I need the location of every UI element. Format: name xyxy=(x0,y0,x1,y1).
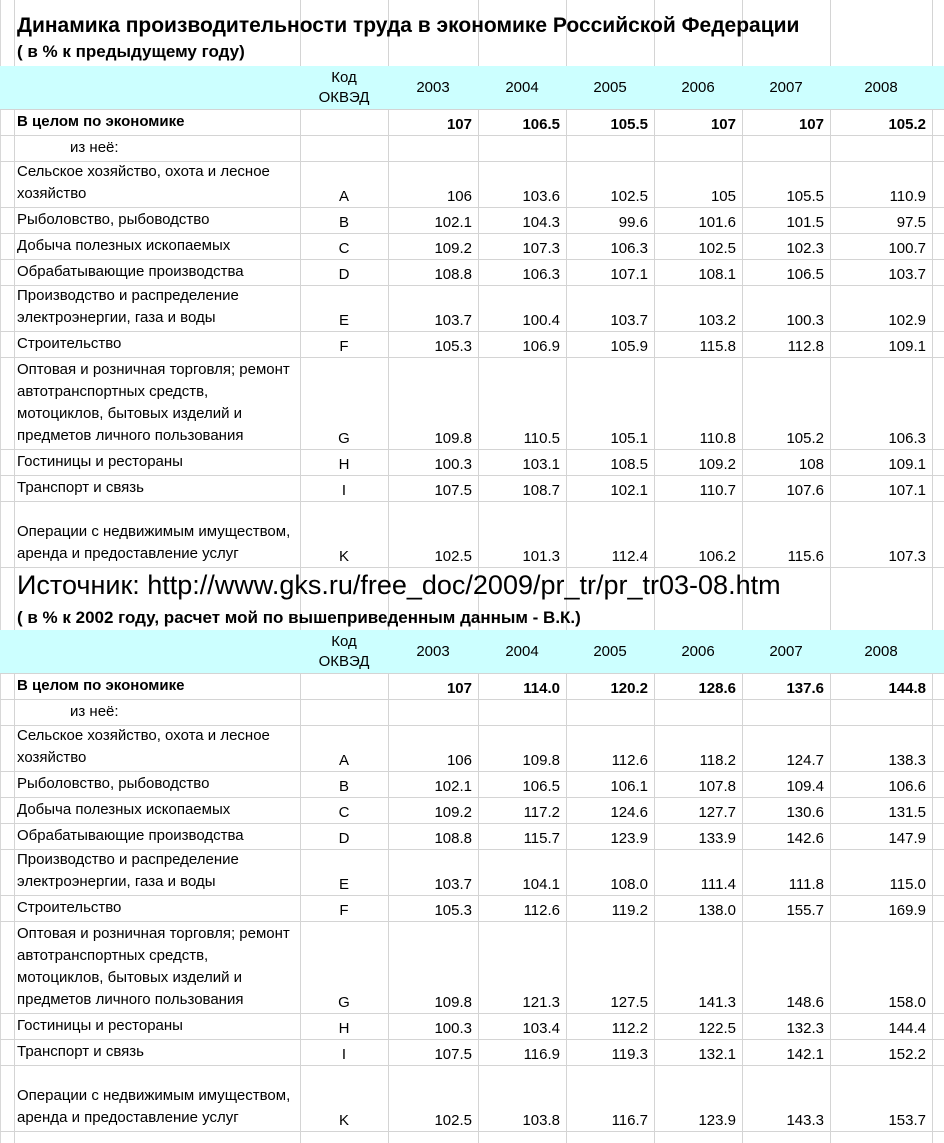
row-label[interactable]: Гостиницы и рестораны xyxy=(17,1017,183,1034)
row-value[interactable]: 108.8 xyxy=(434,830,472,847)
row-value[interactable]: 106.5 xyxy=(786,266,824,283)
row-value[interactable]: 108.7 xyxy=(522,482,560,499)
row-value[interactable]: 102.1 xyxy=(610,482,648,499)
header-year-2003[interactable]: 2003 xyxy=(416,643,450,660)
row-value[interactable]: 105.3 xyxy=(434,338,472,355)
table-row xyxy=(0,358,944,450)
row-value[interactable]: 141.3 xyxy=(698,994,736,1011)
row-value[interactable]: 104.3 xyxy=(522,214,560,231)
row-value[interactable]: 132.3 xyxy=(786,1020,824,1037)
row-value[interactable]: 111.8 xyxy=(788,876,824,893)
total-label[interactable]: В целом по экономике xyxy=(17,113,185,130)
row-value[interactable]: 124.6 xyxy=(610,804,648,821)
table-row xyxy=(0,234,944,260)
row-value[interactable]: 99.6 xyxy=(618,214,648,231)
row-value[interactable]: 119.2 xyxy=(611,902,648,919)
total-value[interactable]: 107 xyxy=(798,116,824,133)
row-value[interactable]: 127.7 xyxy=(698,804,736,821)
header-year-2003[interactable]: 2003 xyxy=(416,79,450,96)
header-year-2007[interactable]: 2007 xyxy=(769,643,803,660)
row-value[interactable]: 109.4 xyxy=(786,778,824,795)
row-label[interactable]: Операции с недвижимым имуществом, аренда и предоставление услуг xyxy=(17,523,291,562)
header-year-2008[interactable]: 2008 xyxy=(864,79,898,96)
row-value[interactable]: 133.9 xyxy=(698,830,736,847)
subtitle-base-2002: ( в % к 2002 году, расчет мой по вышеприведенным данным - В.К.) xyxy=(17,608,581,627)
total-code[interactable] xyxy=(300,110,388,135)
row-value[interactable]: 105.3 xyxy=(434,902,472,919)
header-code-cell[interactable]: Код ОКВЭД xyxy=(318,632,370,670)
row-value[interactable]: 112.6 xyxy=(523,902,560,919)
row-value[interactable]: 153.7 xyxy=(888,1112,926,1129)
row-value[interactable]: 100.3 xyxy=(434,456,472,473)
total-code[interactable] xyxy=(300,674,388,699)
row-value[interactable]: 107.8 xyxy=(698,778,736,795)
table-row xyxy=(0,896,944,922)
total-value[interactable]: 114.0 xyxy=(523,680,560,697)
sub-label-row xyxy=(0,700,944,726)
row-value[interactable]: 158.0 xyxy=(888,994,926,1011)
row-value[interactable]: 115.8 xyxy=(699,338,736,355)
page-title: Динамика производительности труда в экономике Российской Федерации xyxy=(17,14,800,37)
row-value[interactable]: 100.3 xyxy=(434,1020,472,1037)
row-label[interactable]: Операции с недвижимым имуществом, аренда и предоставление услуг xyxy=(17,1087,291,1126)
row-value[interactable]: 130.6 xyxy=(786,804,824,821)
row-value[interactable]: 103.6 xyxy=(522,188,560,205)
subtitle-previous-year: ( в % к предыдущему году) xyxy=(17,42,245,61)
row-value[interactable]: 138.3 xyxy=(888,752,926,769)
table-row xyxy=(0,450,944,476)
row-label[interactable]: Оптовая и розничная торговля; ремонт автотранспортных средств, мотоциклов, бытовых изделий и предметов личного пользования xyxy=(17,925,290,1008)
row-value[interactable]: 116.7 xyxy=(611,1112,648,1129)
total-label[interactable]: В целом по экономике xyxy=(17,677,185,694)
row-value[interactable]: 107.1 xyxy=(888,482,926,499)
table-header-row xyxy=(0,66,944,110)
row-value[interactable]: 155.7 xyxy=(786,902,824,919)
row-label[interactable]: Добыча полезных ископаемых xyxy=(17,237,231,254)
row-value[interactable]: 142.1 xyxy=(786,1046,824,1063)
row-value[interactable]: 101.6 xyxy=(698,214,736,231)
row-code[interactable]: E xyxy=(338,876,349,893)
total-value[interactable]: 107 xyxy=(446,116,472,133)
total-value[interactable]: 144.8 xyxy=(888,680,926,697)
total-row xyxy=(0,674,944,700)
header-year-2006[interactable]: 2006 xyxy=(681,79,715,96)
row-code[interactable]: F xyxy=(339,902,349,919)
row-label[interactable]: Рыболовство, рыбоводство xyxy=(17,211,210,228)
row-value[interactable]: 105.5 xyxy=(786,188,824,205)
row-value[interactable]: 103.7 xyxy=(434,312,472,329)
row-value[interactable]: 105.2 xyxy=(786,430,824,447)
row-label[interactable]: Сельское хозяйство, охота и лесное хозяйство xyxy=(17,163,270,202)
header-year-2004[interactable]: 2004 xyxy=(505,79,539,96)
row-label[interactable]: Строительство xyxy=(17,899,122,916)
row-value[interactable]: 109.8 xyxy=(434,994,472,1011)
row-value[interactable]: 102.1 xyxy=(434,214,472,231)
total-row xyxy=(0,110,944,136)
row-value[interactable]: 102.5 xyxy=(434,548,472,565)
row-value[interactable]: 116.9 xyxy=(523,1046,560,1063)
row-value[interactable]: 112.6 xyxy=(611,752,648,769)
table-row xyxy=(0,502,944,568)
row-value[interactable]: 100.3 xyxy=(786,312,824,329)
total-value[interactable]: 105.2 xyxy=(888,116,926,133)
total-value[interactable]: 107 xyxy=(446,680,472,697)
table-row xyxy=(0,850,944,896)
row-label[interactable]: Производство и распределение электроэнергии, газа и воды xyxy=(17,851,239,890)
row-value[interactable]: 143.3 xyxy=(786,1112,824,1129)
row-value[interactable]: 102.5 xyxy=(434,1112,472,1129)
row-value[interactable]: 106.5 xyxy=(522,778,560,795)
row-value[interactable]: 103.4 xyxy=(522,1020,560,1037)
row-value[interactable]: 108 xyxy=(798,456,824,473)
row-value[interactable]: 106.2 xyxy=(698,548,736,565)
table-row xyxy=(0,1014,944,1040)
row-value[interactable]: 152.2 xyxy=(888,1046,926,1063)
row-label[interactable]: Сельское хозяйство, охота и лесное хозяйство xyxy=(17,727,270,766)
sub-label[interactable]: из неё: xyxy=(70,139,119,156)
row-code[interactable]: K xyxy=(338,1112,349,1129)
row-value[interactable]: 108.1 xyxy=(698,266,736,283)
row-code[interactable]: G xyxy=(338,430,350,447)
row-label[interactable]: Транспорт и связь xyxy=(17,1043,144,1060)
row-value[interactable]: 110.8 xyxy=(699,430,736,447)
row-value[interactable]: 102.5 xyxy=(610,188,648,205)
row-value[interactable]: 103.7 xyxy=(434,876,472,893)
table-row xyxy=(0,208,944,234)
row-value[interactable]: 105.9 xyxy=(610,338,648,355)
row-label[interactable]: Обрабатывающие производства xyxy=(17,827,244,844)
row-value[interactable]: 102.1 xyxy=(434,778,472,795)
total-value[interactable]: 128.6 xyxy=(698,680,736,697)
row-value[interactable]: 111.4 xyxy=(700,876,736,893)
row-value[interactable]: 110.7 xyxy=(699,482,736,499)
table-row xyxy=(0,824,944,850)
row-value[interactable]: 118.2 xyxy=(699,752,736,769)
header-label-cell[interactable] xyxy=(14,630,300,673)
row-code[interactable]: D xyxy=(338,266,350,283)
row-value[interactable]: 105.1 xyxy=(610,430,648,447)
total-value[interactable]: 105.5 xyxy=(610,116,648,133)
row-code[interactable]: B xyxy=(338,214,349,231)
header-code-cell[interactable]: Код ОКВЭД xyxy=(318,68,370,106)
row-value[interactable]: 107.3 xyxy=(522,240,560,257)
row-value[interactable]: 106 xyxy=(446,752,472,769)
row-value[interactable]: 138.0 xyxy=(698,902,736,919)
table-row xyxy=(0,772,944,798)
row-value[interactable]: 112.2 xyxy=(611,1020,648,1037)
row-value[interactable]: 106.6 xyxy=(888,778,926,795)
header-year-2004[interactable]: 2004 xyxy=(505,643,539,660)
row-value[interactable]: 106.3 xyxy=(610,240,648,257)
row-label[interactable]: Строительство xyxy=(17,335,122,352)
row-value[interactable]: 109.2 xyxy=(434,240,472,257)
row-code[interactable]: A xyxy=(338,188,349,205)
row-value[interactable]: 110.5 xyxy=(523,430,560,447)
row-code[interactable]: K xyxy=(338,548,349,565)
row-label[interactable]: Гостиницы и рестораны xyxy=(17,453,183,470)
row-label[interactable]: Транспорт и связь xyxy=(17,479,144,496)
table-header-row xyxy=(0,630,944,674)
row-code[interactable]: D xyxy=(338,830,350,847)
table-row xyxy=(0,1040,944,1066)
row-code[interactable]: I xyxy=(341,1046,347,1063)
row-value[interactable]: 112.8 xyxy=(787,338,824,355)
row-value[interactable]: 108.5 xyxy=(610,456,648,473)
row-value[interactable]: 123.9 xyxy=(698,1112,736,1129)
total-value[interactable]: 106.5 xyxy=(522,116,560,133)
row-label[interactable]: Оптовая и розничная торговля; ремонт автотранспортных средств, мотоциклов, бытовых изделий и предметов личного пользования xyxy=(17,361,290,444)
table-row xyxy=(0,798,944,824)
header-label-cell[interactable] xyxy=(14,66,300,109)
row-value[interactable]: 106 xyxy=(446,188,472,205)
row-code[interactable]: H xyxy=(338,456,350,473)
header-year-2005[interactable]: 2005 xyxy=(593,79,627,96)
row-code[interactable]: C xyxy=(338,804,350,821)
row-value[interactable]: 117.2 xyxy=(523,804,560,821)
row-value[interactable]: 106.3 xyxy=(522,266,560,283)
row-value[interactable]: 107.1 xyxy=(610,266,648,283)
row-code[interactable]: F xyxy=(339,338,349,355)
row-value[interactable]: 124.7 xyxy=(786,752,824,769)
row-value[interactable]: 106.9 xyxy=(522,338,560,355)
row-value[interactable]: 109.8 xyxy=(434,430,472,447)
row-value[interactable]: 169.9 xyxy=(888,902,926,919)
row-value[interactable]: 102.3 xyxy=(786,240,824,257)
sub-label[interactable]: из неё: xyxy=(70,703,119,720)
row-value[interactable]: 148.6 xyxy=(786,994,824,1011)
row-code[interactable]: G xyxy=(338,994,350,1011)
row-value[interactable]: 107.6 xyxy=(786,482,824,499)
row-label[interactable]: Рыболовство, рыбоводство xyxy=(17,775,210,792)
row-value[interactable]: 127.5 xyxy=(610,994,648,1011)
row-value[interactable]: 97.5 xyxy=(896,214,926,231)
table-row xyxy=(0,162,944,208)
row-value[interactable]: 107.3 xyxy=(888,548,926,565)
row-value[interactable]: 132.1 xyxy=(698,1046,736,1063)
header-year-2008[interactable]: 2008 xyxy=(864,643,898,660)
table-row xyxy=(0,260,944,286)
row-code[interactable]: B xyxy=(338,778,349,795)
header-year-2005[interactable]: 2005 xyxy=(593,643,627,660)
table-row xyxy=(0,286,944,332)
row-value[interactable]: 107.5 xyxy=(434,1046,472,1063)
table-row xyxy=(0,332,944,358)
row-value[interactable]: 103.7 xyxy=(610,312,648,329)
row-value[interactable]: 103.2 xyxy=(698,312,736,329)
row-value[interactable]: 115.6 xyxy=(787,548,824,565)
source-link[interactable]: Источник: http://www.gks.ru/free_doc/2009/pr_tr/pr_tr03-08.htm xyxy=(17,570,781,600)
row-value[interactable]: 147.9 xyxy=(888,830,926,847)
total-value[interactable]: 137.6 xyxy=(786,680,824,697)
row-value[interactable]: 142.6 xyxy=(786,830,824,847)
row-value[interactable]: 109.2 xyxy=(434,804,472,821)
table-row xyxy=(0,922,944,1014)
row-value[interactable]: 123.9 xyxy=(610,830,648,847)
row-value[interactable]: 110.9 xyxy=(889,188,926,205)
header-year-2006[interactable]: 2006 xyxy=(681,643,715,660)
sub-label-row xyxy=(0,136,944,162)
row-label[interactable]: Обрабатывающие производства xyxy=(17,263,244,280)
row-value[interactable]: 102.5 xyxy=(698,240,736,257)
row-value[interactable]: 102.9 xyxy=(888,312,926,329)
total-value[interactable]: 107 xyxy=(710,116,736,133)
header-year-2007[interactable]: 2007 xyxy=(769,79,803,96)
row-code[interactable]: I xyxy=(341,482,347,499)
row-value[interactable]: 100.4 xyxy=(522,312,560,329)
row-value[interactable]: 109.1 xyxy=(888,456,926,473)
row-label[interactable]: Добыча полезных ископаемых xyxy=(17,801,231,818)
table-row xyxy=(0,476,944,502)
row-value[interactable]: 115.0 xyxy=(889,876,926,893)
table-row xyxy=(0,726,944,772)
row-value[interactable]: 106.1 xyxy=(610,778,648,795)
total-value[interactable]: 120.2 xyxy=(610,680,648,697)
row-value[interactable]: 103.7 xyxy=(888,266,926,283)
row-value[interactable]: 109.1 xyxy=(888,338,926,355)
row-value[interactable]: 131.5 xyxy=(888,804,926,821)
row-value[interactable]: 108.8 xyxy=(434,266,472,283)
table-row xyxy=(0,1066,944,1132)
row-code[interactable]: A xyxy=(338,752,349,769)
row-code[interactable]: H xyxy=(338,1020,350,1037)
row-value[interactable]: 107.5 xyxy=(434,482,472,499)
row-value[interactable]: 105 xyxy=(710,188,736,205)
row-value[interactable]: 104.1 xyxy=(522,876,560,893)
row-value[interactable]: 106.3 xyxy=(888,430,926,447)
row-value[interactable]: 103.8 xyxy=(522,1112,560,1129)
row-value[interactable]: 119.3 xyxy=(611,1046,648,1063)
row-value[interactable]: 121.3 xyxy=(522,994,560,1011)
row-value[interactable]: 109.2 xyxy=(698,456,736,473)
row-value[interactable]: 108.0 xyxy=(610,876,648,893)
row-value[interactable]: 101.3 xyxy=(522,548,560,565)
row-value[interactable]: 103.1 xyxy=(522,456,560,473)
row-label[interactable]: Производство и распределение электроэнергии, газа и воды xyxy=(17,287,239,326)
row-value[interactable]: 112.4 xyxy=(611,548,648,565)
row-value[interactable]: 144.4 xyxy=(888,1020,926,1037)
row-code[interactable]: C xyxy=(338,240,350,257)
row-value[interactable]: 122.5 xyxy=(698,1020,736,1037)
row-value[interactable]: 101.5 xyxy=(786,214,824,231)
row-value[interactable]: 100.7 xyxy=(888,240,926,257)
row-code[interactable]: E xyxy=(338,312,349,329)
row-value[interactable]: 109.8 xyxy=(522,752,560,769)
row-value[interactable]: 115.7 xyxy=(523,830,560,847)
